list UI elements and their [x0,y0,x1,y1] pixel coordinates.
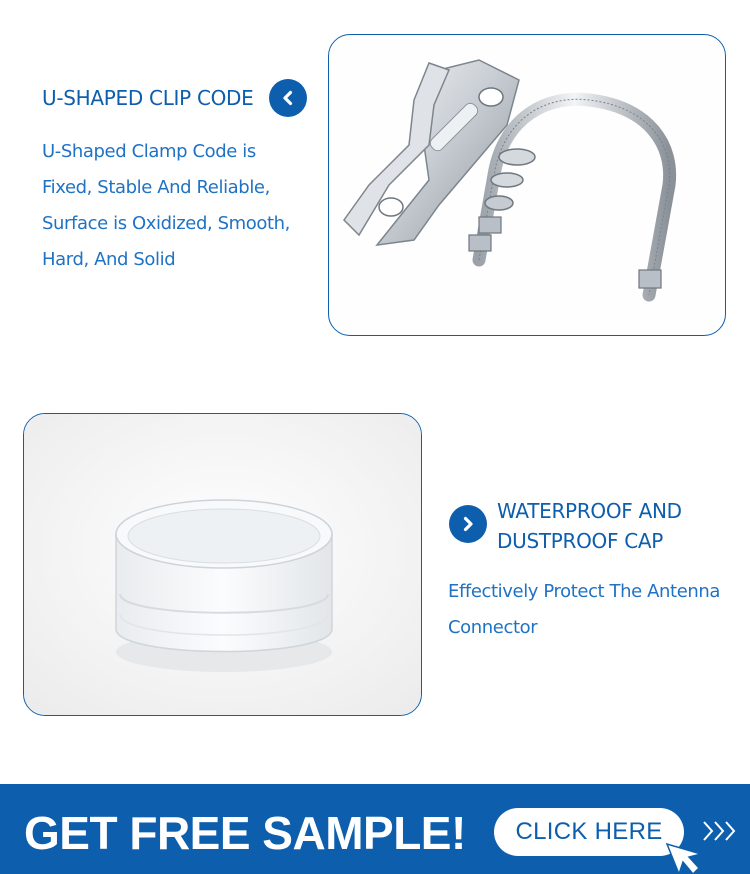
waterproof-cap-image [23,413,422,716]
chevron-right-icon [459,515,477,533]
click-here-button[interactable]: CLICK HERE [494,808,684,856]
prev-button[interactable] [269,79,307,117]
clip-code-description: U-Shaped Clamp Code is Fixed, Stable And Reliable, Surface is Oxidized, Smooth, Hard, And Solid [42,141,291,270]
clip-code-title: U-SHAPED CLIP CODE [42,86,254,110]
waterproof-cap-description: Effectively Protect The Antenna Connector [448,581,721,638]
u-bolt-clamp-image [328,34,726,336]
waterproof-cap-title: WATERPROOF AND DUSTPROOF CAP [497,499,682,553]
next-button[interactable] [449,505,487,543]
chevron-left-icon [279,89,297,107]
hand-cursor-icon [657,826,717,874]
banner-headline: GET FREE SAMPLE! [24,807,466,859]
free-sample-banner [0,784,750,874]
